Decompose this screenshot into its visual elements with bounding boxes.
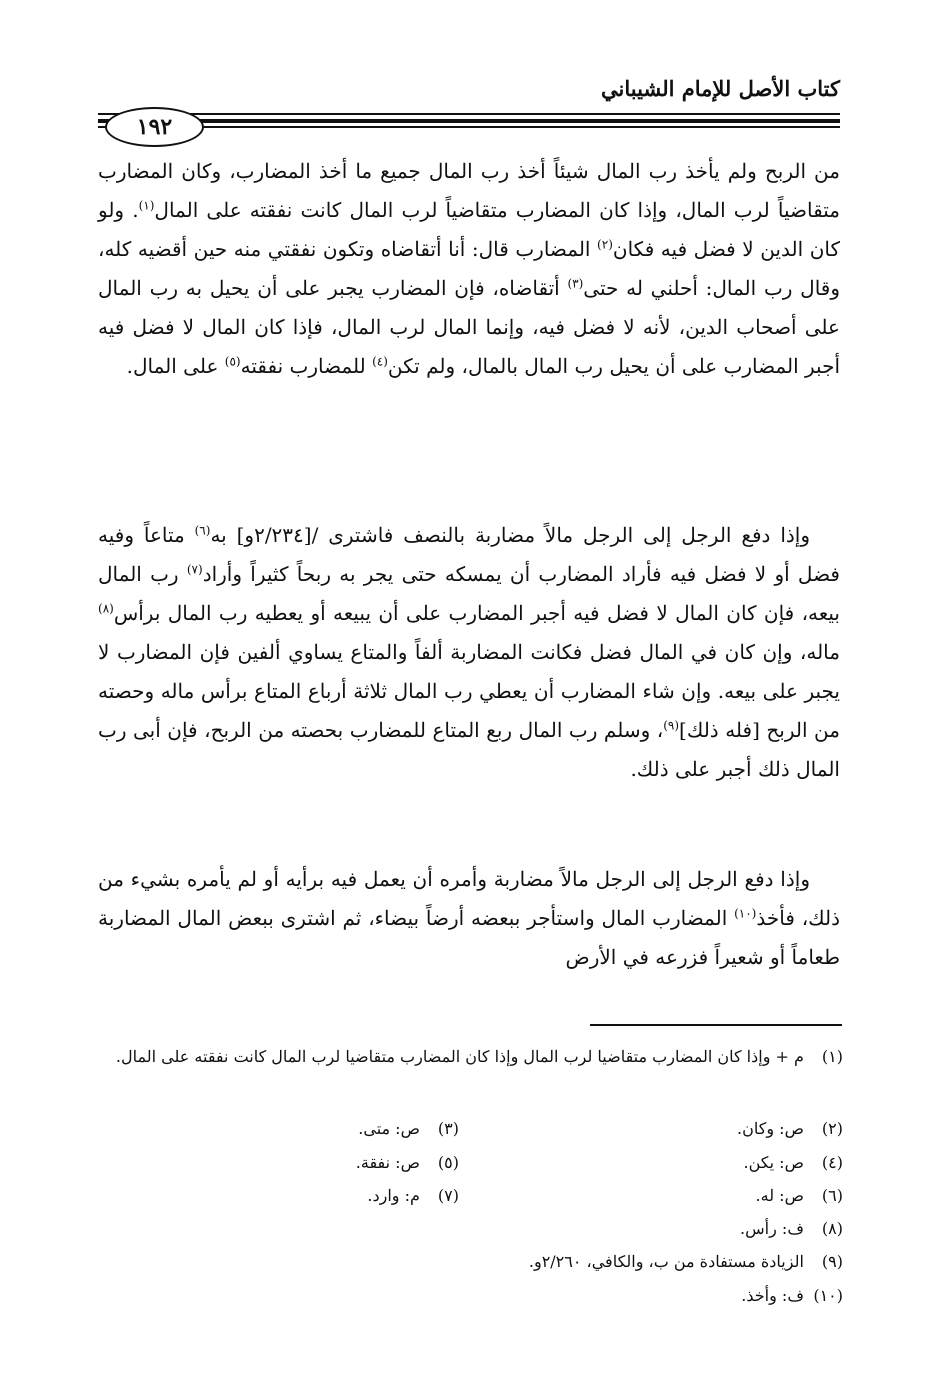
footnote-number: (٧) (437, 1186, 459, 1205)
footnote-7 (367, 1183, 459, 1209)
footnote-text: ص: وكان. (737, 1119, 804, 1138)
paragraph-text: للمضارب نفقته (240, 354, 373, 378)
footnote-10 (741, 1283, 843, 1309)
header-rule-thick (98, 119, 840, 123)
footnote-9 (529, 1249, 843, 1275)
paragraph-2 (98, 516, 840, 789)
running-header-title: كتاب الأصل للإمام الشيباني (601, 76, 840, 101)
footnote-ref: (٨) (98, 601, 114, 616)
footnote-ref: (٩) (663, 718, 680, 733)
footnote-text: م: وارد. (367, 1186, 420, 1205)
footnote-text: ص: له. (755, 1186, 804, 1205)
page-number: ١٩٢ (136, 114, 173, 140)
footnote-text: ص: نفقة. (355, 1153, 420, 1172)
footnote-number: (٤) (821, 1153, 843, 1172)
footnote-number: (٦) (821, 1186, 843, 1205)
footnote-text: م + وإذا كان المضارب متقاضيا لرب المال وإذا كان المضارب متقاضيا لرب المال كانت نفقته على المال. (115, 1047, 804, 1066)
paragraph-text: المضارب قال: أنا أتقاضاه وتكون نفقتي منه حين أقضيه كله، وقال رب المال: أحلني له حتى (98, 237, 841, 300)
footnote-1 (101, 1044, 843, 1070)
paragraph-text: على المال. (126, 354, 225, 378)
header-rule-top (98, 113, 840, 115)
header-rule-bottom (98, 126, 840, 128)
paragraph-text: من الربح ولم يأخذ رب المال شيئاً أخذ رب المال جميع ما أخذ المضارب، وكان المضارب متقاضياً لرب المال، وإذا كان المضارب متقاضياً لرب المال كانت نفقته على المال (98, 159, 840, 222)
paragraph-text: ماله، وإن كان في المال فضل فكانت المضاربة ألفاً والمتاع يساوي ألفين فإن المضارب لا يجبر على بيعه. وإن شاء المضارب أن يعطي رب المال ثلاثة أرباع المتاع برأس ماله وحصته من الربح [فله ذلك] (98, 640, 840, 742)
footnote-8 (740, 1216, 843, 1242)
footnote-text: ف: وأخذ. (741, 1286, 804, 1305)
footnote-text: ص: يكن. (743, 1153, 804, 1172)
paragraph-text: رب المال بيعه، فإن كان المال لا فضل فيه أجبر المضارب على أن يبيعه أو يعطيه رب المال برأس (98, 562, 840, 625)
paragraph-1 (98, 152, 840, 386)
footnote-text: ص: متى. (358, 1119, 420, 1138)
footnote-3 (358, 1116, 459, 1142)
footnote-number: (٢) (821, 1119, 843, 1138)
footnote-number: (٥) (437, 1153, 459, 1172)
footnote-ref: (٢) (597, 237, 613, 252)
footnote-ref: (١) (138, 198, 155, 213)
page-number-badge (105, 107, 204, 147)
footnote-ref: (٧) (186, 562, 203, 577)
footnote-text: ف: رأس. (740, 1219, 804, 1238)
footnote-ref: (٤) (372, 354, 388, 369)
footnote-ref: (٥) (224, 354, 241, 369)
footnote-number: (٨) (821, 1219, 843, 1238)
footnote-5 (356, 1150, 459, 1176)
footnote-ref: (٣) (567, 276, 584, 291)
paragraph-3 (98, 860, 840, 977)
paragraph-text: المضارب المال واستأجر ببعضه أرضاً بيضاء، ثم اشترى ببعض المال المضاربة طعاماً أو شعيراً فزرعه في الأرض (98, 906, 840, 969)
paragraph-text: ، وسلم رب المال ربع المتاع للمضارب بحصته من الربح، فإن أبى رب المال ذلك أجبر على ذلك. (98, 718, 840, 781)
footnote-number: (١) (821, 1047, 843, 1066)
paragraph-text: أتقاضاه، فإن المضارب يجبر على أن يحيل به رب المال على أصحاب الدين، لأنه لا فضل فيه، وإنما المال لرب المال، فإذا كان المال لا فضل فيه أجبر المضارب على أن يحيل رب المال بالمال، ولم تكن (98, 276, 840, 378)
footnote-2 (737, 1116, 843, 1142)
paragraph-text: . ولو كان الدين لا فضل فيه فكان (98, 198, 840, 261)
footnote-ref: (١٠) (734, 906, 757, 921)
footnote-number: (١٠) (813, 1286, 843, 1305)
footnote-number: (٣) (437, 1119, 459, 1138)
footnote-6 (756, 1183, 843, 1209)
footnote-separator (590, 1024, 842, 1026)
footnote-text: الزيادة مستفادة من ب، والكافي، ٢/٢٦٠و. (528, 1252, 804, 1271)
footnote-4 (744, 1150, 843, 1176)
footnote-ref: (٦) (194, 523, 211, 538)
paragraph-text: وإذا دفع الرجل إلى الرجل مالاً مضاربة بالنصف فاشترى /[٢/٢٣٤و] به (210, 523, 811, 547)
footnote-number: (٩) (821, 1252, 843, 1271)
paragraph-text: وإذا دفع الرجل إلى الرجل مالاً مضاربة وأمره أن يعمل فيه برأيه أو لم يأمره بشيء من ذلك، فأخذ (98, 867, 841, 930)
paragraph-text: متاعاً وفيه فضل أو لا فضل فيه فأراد المضارب أن يمسكه حتى يجر به ربحاً كثيراً وأراد (98, 523, 840, 586)
